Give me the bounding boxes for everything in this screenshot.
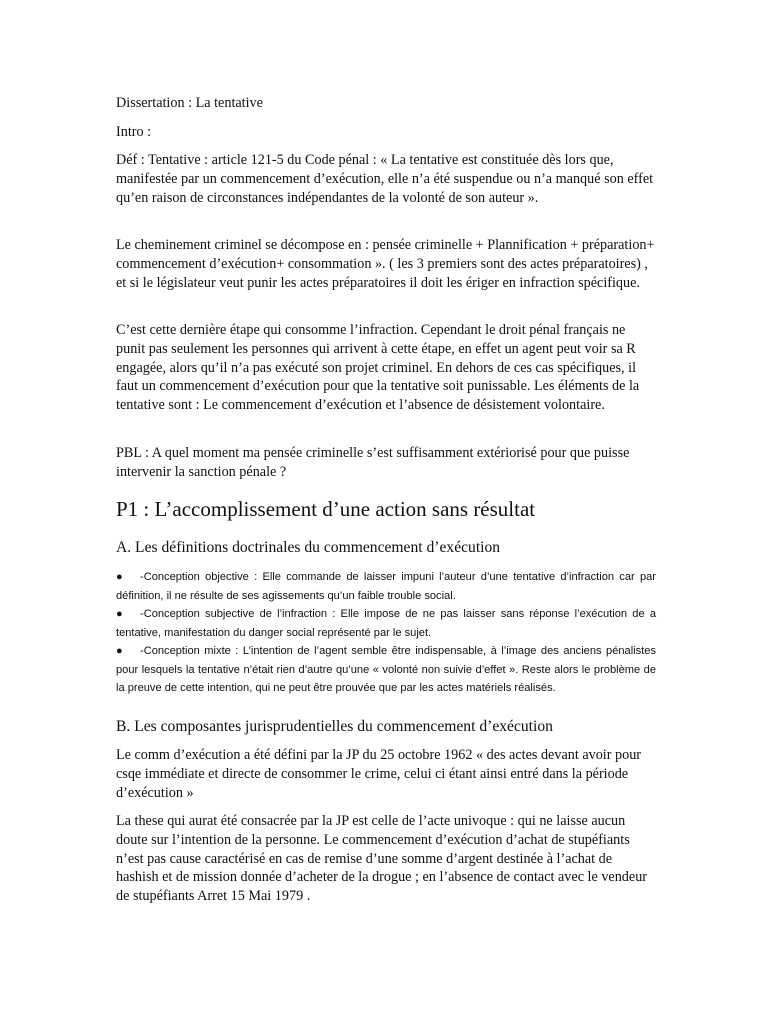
bullet-text: -Conception mixte : L’intention de l’agent semble être indispensable, à l’image des anciens pénalistes pour lesquels la tentative n’était rien d’autre qu’une « volonté non suivie d’effet ». Reste alors le problème de la preuve de cette intention, qui ne peut être prouvée que par les actes matériels réalisés. <box>116 645 656 695</box>
these-paragraph: La these qui aurat été consacrée par la JP est celle de l’acte univoque : qui ne laisse aucun doute sur l’intention de la personne. Le commencement d’exécution d’achat de stupéfiants n’est pas cause caractérisé en cas de remise d’une somme d’argent destinée à l’achat de hashish et de mission donnée d’acheter de la drogue ; en l’absence de contact avec le vendeur de stupéfiants Arret 15 Mai 1979 . <box>116 813 648 905</box>
document-title: Dissertation : La tentative <box>116 95 263 111</box>
pbl-paragraph: PBL : A quel moment ma pensée criminelle s’est suffisamment extériorisé pour que puisse intervenir la sanction pénale ? <box>116 445 630 480</box>
derniere-etape-paragraph: C’est cette dernière étape qui consomme l’infraction. Cependant le droit pénal français ne punit pas seulement les personnes qui arrivent à cette étape, en effet un agent peut voir sa R engagée, alors qu’il n’a pas exécuté son projet criminel. En dehors de ces cas spécifiques, il faut un commencement d’exécution pour que la tentative soit punissable. Les éléments de la tentative sont : Le commencement d’exécution et l’absence de désistement volontaire. <box>116 322 640 414</box>
bullet-icon: ● <box>116 571 123 583</box>
bullet-icon: ● <box>116 608 123 620</box>
bullet-text: -Conception subjective de l’infraction : Elle impose de ne pas laisser sans réponse l’exécution de a tentative, manifestation du danger social représenté par le sujet. <box>116 608 656 639</box>
intro-label: Intro : <box>116 124 152 140</box>
section-b-heading: B. Les composantes jurisprudentielles du commencement d’exécution <box>116 718 553 735</box>
list-item <box>116 605 656 642</box>
section-a-heading: A. Les définitions doctrinales du commencement d’exécution <box>116 539 501 556</box>
definition-paragraph: Déf : Tentative : article 121-5 du Code pénal : « La tentative est constituée dès lors que, manifestée par un commencement d’exécution, elle n’a été suspendue ou n’a manqué son effet qu’en raison de circonstances indépendantes de la volonté de son auteur ». <box>116 152 654 206</box>
commencement-paragraph: Le comm d’exécution a été défini par la JP du 25 octobre 1962 « des actes devant avoir pour csqe immédiate et directe de consommer le crime, celui ci étant ainsi entré dans la période d’exécution » <box>116 747 642 801</box>
list-item <box>116 642 656 698</box>
list-item <box>116 568 656 605</box>
part1-heading: P1 : L’accomplissement d’une action sans résultat <box>116 497 536 521</box>
bullet-icon: ● <box>116 645 123 657</box>
cheminement-paragraph: Le cheminement criminel se décompose en : pensée criminelle + Plannification + préparation+ commencement d’exécution+ consommation ». ( les 3 premiers sont des actes préparatoires) , et si le législateur veut punir les actes préparatoires il doit les ériger en infraction spécifique. <box>116 237 655 291</box>
bullet-text: -Conception objective : Elle commande de laisser impuni l’auteur d’une tentative d’infraction car par définition, il ne résulte de ses agissements qu’un faible trouble social. <box>116 571 656 602</box>
